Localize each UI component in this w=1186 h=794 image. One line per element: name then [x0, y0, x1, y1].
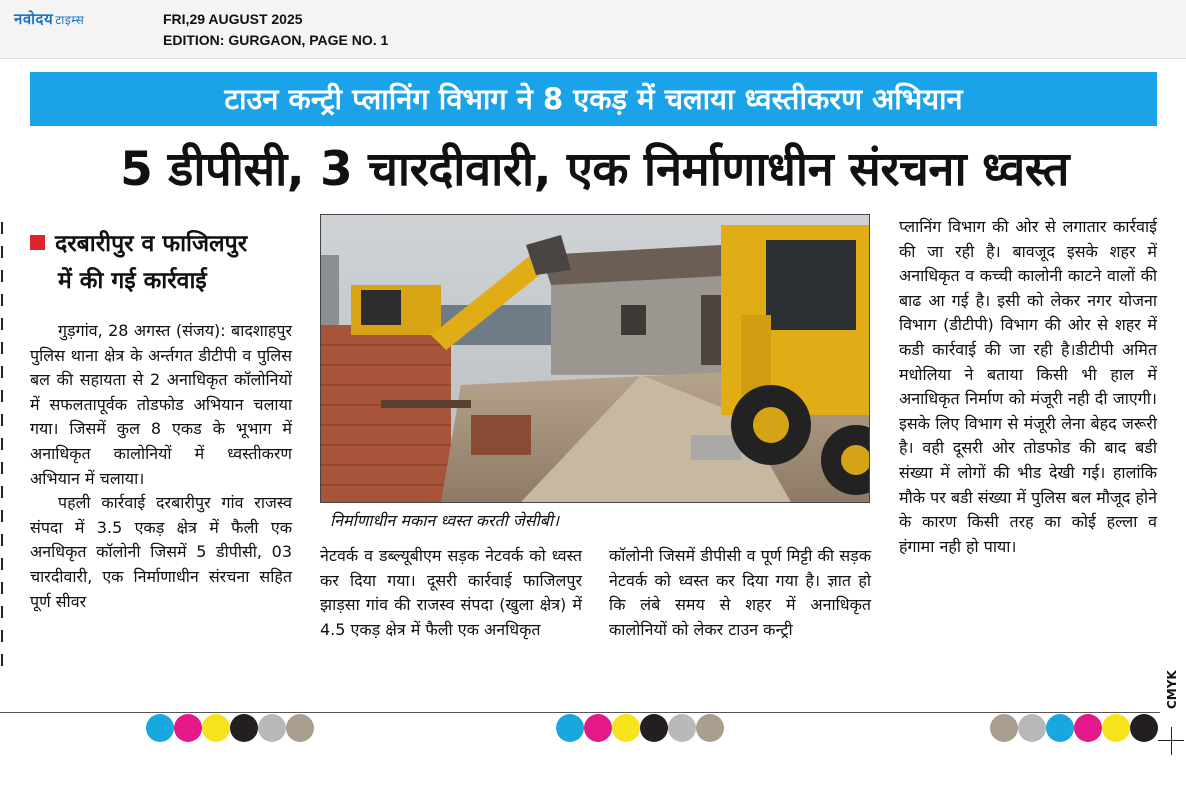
newspaper-logo[interactable] [14, 9, 84, 29]
tan-dot [696, 714, 724, 742]
cmyk-label [1163, 660, 1181, 720]
magenta-dot [174, 714, 202, 742]
photo-caption: निर्माणाधीन मकान ध्वस्त करती जेसीबी। [330, 511, 560, 530]
tan-dot [286, 714, 314, 742]
article-kicker: टाउन कन्ट्री प्लानिंग विभाग ने 8 एकड़ में चलाया ध्वस्तीकरण अभियान [30, 72, 1157, 126]
subhead-line-2: में की गई कार्रवाई [58, 268, 207, 294]
page-bottom-rule [0, 712, 1160, 713]
color-registration-right [990, 714, 1158, 742]
paragraph-1: गुड़गांव, 28 अगस्त (संजय): बादशाहपुर पुलिस थाना क्षेत्र के अर्न्तगत डीटीपी व पुलिस बल की सहायता से 2 अनाधिकृत कॉलोनियों में सफलतापूर्वक तोडफोड अभियान चलाया गया। जिसमें कुल 8 एकड के भूभाग में अनाधिकृत कालोनियों में ध्वस्तीकरण अभियान में चलाया। [30, 321, 292, 488]
grey-dot [668, 714, 696, 742]
black-dot [640, 714, 668, 742]
crop-mark-vertical [1171, 727, 1172, 755]
bullet-square-icon [30, 235, 45, 250]
column-4-text: प्लानिंग विभाग की ओर से लगातार कार्रवाई की जा रही है। बावजूद इसके शहर में अनाधिकृत व कच्ची कालोनी काटने वालों की बाढ आ गई है। इसी को लेकर नगर योजना विभाग (डीटीपी) विभाग की ओर से शहर में कडी कार्रवाई की जा रही है।डीटीपी अमित मधोलिया ने बताया किसी भी हाल में अनाधिकृत निर्माण को मंजूरी नही दी जाएगी।इसके लिए विभाग से मंजूरी लेना बेहद जरूरी है। वही दूसरी ओर तोडफोड की बाद बडी संख्या में लोगों की भीड देखी गई। हालांकि मौके पर बडी संख्या में पुलिस बल मौजूद होने के कारण किसी तरह का कोई हल्ला व हंगामा नही हो पाया। [899, 217, 1157, 556]
yellow-dot [612, 714, 640, 742]
article-column-2 [320, 544, 582, 642]
magenta-dot [1074, 714, 1102, 742]
article-column-4 [899, 215, 1157, 559]
edition-info [163, 9, 388, 51]
magenta-dot [584, 714, 612, 742]
color-registration-left [146, 714, 314, 742]
cyan-dot [1046, 714, 1074, 742]
logo-main: नवोदय [14, 10, 54, 28]
yellow-dot [202, 714, 230, 742]
clip-header-bar [0, 0, 1186, 59]
article-column-1 [30, 319, 292, 614]
yellow-dot [1102, 714, 1130, 742]
issue-date: FRI,29 AUGUST 2025 [163, 11, 303, 27]
subhead-line-1: दरबारीपुर व फाजिलपुर [55, 231, 248, 257]
column-2-text: नेटवर्क व डब्ल्यूबीएम सड़क नेटवर्क को ध्वस्त कर दिया गया। दूसरी कार्रवाई फाजिलपुर झाड़सा गांव की राजस्व संपदा (खुला क्षेत्र) में 4.5 एकड़ क्षेत्र में फैली एक अनधिकृत [320, 546, 582, 639]
logo-sub: टाइम्स [55, 13, 85, 27]
cyan-dot [146, 714, 174, 742]
black-dot [230, 714, 258, 742]
article-subhead [30, 226, 300, 300]
demolition-photo[interactable] [320, 214, 870, 503]
grey-dot [1018, 714, 1046, 742]
edition-page: EDITION: GURGAON, PAGE NO. 1 [163, 32, 389, 48]
black-dot [1130, 714, 1158, 742]
paragraph-2: पहली कार्रवाई दरबारीपुर गांव राजस्व संपदा में 3.5 एकड़ क्षेत्र में फैली एक अनधिकृत कॉलोनी जिसमें 5 डीपीसी, 03 चारदीवारी, एक निर्माणाधीन संरचना सहित पूर्ण सीवर [30, 493, 292, 611]
article-headline: 5 डीपीसी, 3 चारदीवारी, एक निर्माणाधीन संरचना ध्वस्त [120, 142, 1069, 197]
cmyk-text: CMYK [1165, 670, 1179, 710]
previous-column-edge [0, 222, 8, 682]
article-column-3 [609, 544, 871, 642]
grey-dot [258, 714, 286, 742]
cyan-dot [556, 714, 584, 742]
tan-dot [990, 714, 1018, 742]
color-registration-center [556, 714, 724, 742]
column-3-text: कॉलोनी जिसमें डीपीसी व पूर्ण मिट्टी की सड़क नेटवर्क को ध्वस्त कर दिया गया है। ज्ञात हो कि लंबे समय से शहर में अनाधिकृत कालोनियों को लेकर टाउन कन्ट्री [609, 546, 871, 639]
